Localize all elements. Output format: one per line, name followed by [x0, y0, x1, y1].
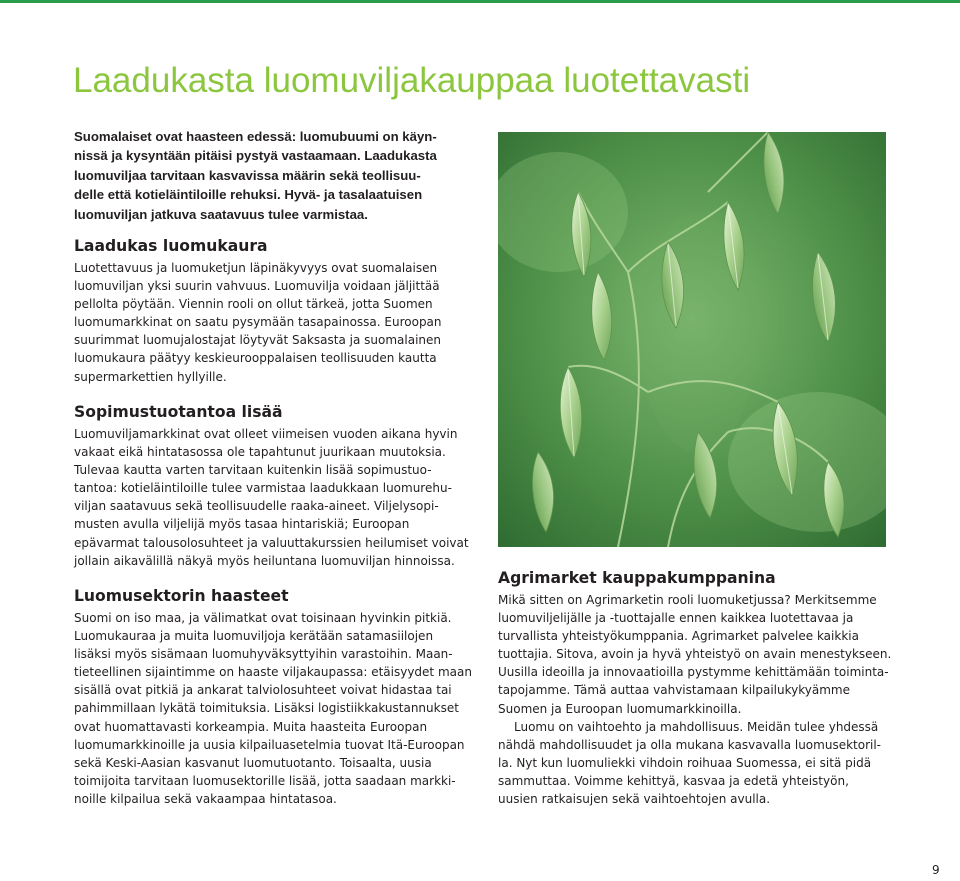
body-line: musten avulla viljelijä myös tasaa hintariskiä; Euroopan [74, 517, 410, 532]
body-line: jollain aikavälillä näkyä myös heiluntana luomuviljan hinnoissa. [74, 553, 455, 568]
intro-line: delle että kotieläintiloille rehuksi. Hyvä- ja tasalaatuisen [74, 187, 423, 203]
section-body [74, 609, 474, 808]
section-body [498, 591, 918, 718]
body-line: pahimmillaan lykätä toimituksia. Lisäksi logistiikkakustannukset [74, 701, 459, 716]
body-line: tapojamme. Tämä auttaa vahvistamaan kilpailukykyämme [498, 683, 850, 698]
body-line: Mikä sitten on Agrimarketin rooli luomuketjussa? Merkitsemme [498, 593, 877, 607]
section-laadukas-luomukaura [74, 235, 474, 386]
body-line: luomukaura päätyy keskieurooppalaisen teollisuuden kautta [74, 351, 437, 366]
body-line: pellolta pöytään. Viennin rooli on ollut tärkeä, jotta Suomen [74, 297, 433, 312]
body-line: lisäksi myös sisämaan luomuhyväksyttyihin varastoihin. Maan- [74, 647, 453, 662]
body-line: toimijoita tarvitaan luomusektorille lisää, jotta saadaan markki- [74, 773, 456, 788]
section-body-second-paragraph [498, 718, 918, 808]
body-line: supermarkettien hyllyille. [74, 369, 227, 384]
body-line: Luomuviljamarkkinat ovat olleet viimeisen vuoden aikana hyvin [74, 427, 458, 441]
intro-line: luomuviljaa tarvitaan kasvavissa määrin sekä teollisuu- [74, 167, 421, 183]
intro-line: nissä ja kysyntään pitäisi pystyä vastaamaan. Laadukasta [74, 148, 437, 164]
body-line: Suomen ja Euroopan luomumarkkinoilla. [498, 701, 742, 716]
body-line: vakaat eikä hintatasossa ole tapahtunut juurikaan muutoksia. [74, 445, 446, 460]
page-number: 9 [932, 863, 940, 877]
section-sopimustuotantoa [74, 401, 474, 570]
section-agrimarket-kauppakumppanina [498, 567, 918, 808]
page-title: Laadukasta luomuviljakauppaa luotettavasti [73, 61, 751, 100]
oat-plant-photo [498, 132, 886, 547]
intro-line: Suomalaiset ovat haasteen edessä: luomubuumi on käyn- [74, 129, 437, 144]
section-heading: Laadukas luomukaura [74, 237, 268, 255]
body-line: Uusilla ideoilla ja innovaatioilla pystymme kehittämään toiminta- [498, 665, 889, 680]
body-line: luomuviljelijälle ja -tuottajalle ennen kaikkea luotettavaa ja [498, 611, 854, 626]
section-body [74, 425, 474, 570]
body-line: sisällä ovat pitkiä ja ankarat talviolosuhteet voivat hidastaa tai [74, 683, 452, 698]
body-line: Luomu on vaihtoehto ja mahdollisuus. Meidän tulee yhdessä [514, 719, 879, 734]
body-line: tieteellinen sijaintimme on haaste viljakaupassa: etäisyydet maan [74, 665, 472, 680]
body-line: uusien ratkaisujen sekä vaihtoehtojen avulla. [498, 792, 771, 807]
body-line: epävarmat talousolosuhteet ja valuuttakurssien heilumiset voivat [74, 535, 469, 550]
body-line: Luomukauraa ja muita luomuviljoja kerätään satamasiilojen [74, 629, 434, 644]
body-line: sekä Keski-Aasian kasvanut luomutuotanto. Toisaalta, uusia [74, 755, 432, 770]
body-line: la. Nyt kun luomuliekki vihdoin roihuaa Suomessa, ei sitä pidä [498, 755, 872, 770]
body-line: luomuviljan yksi suurin vahvuus. Luomuvilja voidaan jäljittää [74, 279, 440, 294]
body-line: sammuttaa. Voimme kehittyä, kasvaa ja edetä yhteistyön, [498, 773, 849, 788]
section-heading: Luomusektorin haasteet [74, 587, 289, 605]
body-line: tantoa: kotieläintiloille tulee varmistaa laadukkaan luomurehu- [74, 481, 452, 496]
body-line: ovat huomattavasti korkeampia. Muita haasteita Euroopan [74, 719, 428, 734]
oat-plant-illustration [498, 132, 886, 547]
body-line: viljan saatavuus sekä teollisuudelle raaka-aineet. Viljelysopi- [74, 499, 439, 514]
body-line: nähdä mahdollisuudet ja olla mukana kasvavalla luomusektoril- [498, 737, 882, 752]
body-line: noille kilpailua sekä vakaampaa hintatasoa. [74, 791, 337, 806]
section-heading: Agrimarket kauppakumppanina [498, 569, 776, 587]
section-luomusektorin-haasteet [74, 585, 474, 808]
intro-paragraph [74, 127, 474, 224]
body-line: turvallista yhteistyökumppania. Agrimarket palvelee kaikkia [498, 629, 859, 644]
body-line: luomumarkkinoille ja uusia kilpailuasetelmia tuovat Itä-Euroopan [74, 737, 465, 752]
section-body [74, 259, 474, 386]
body-line: Suomi on iso maa, ja välimatkat ovat toisinaan hyvinkin pitkiä. [74, 611, 452, 625]
body-line: Tulevaa kautta varten tarvitaan kuitenkin lisää sopimustuo- [74, 463, 432, 478]
body-line: tuottajia. Sitova, avoin ja hyvä yhteistyö on avain menestykseen. [498, 647, 892, 662]
body-line: luomumarkkinat on saatu pysymään tasapainossa. Euroopan [74, 315, 442, 330]
body-line: suurimmat luomujalostajat löytyvät Saksasta ja suomalainen [74, 333, 442, 348]
body-line: Luotettavuus ja luomuketjun läpinäkyvyys ovat suomalaisen [74, 261, 438, 275]
section-heading: Sopimustuotantoa lisää [74, 403, 283, 421]
top-rule [0, 0, 960, 3]
intro-line: luomuviljan jatkuva saatavuus tulee varmistaa. [74, 206, 368, 222]
